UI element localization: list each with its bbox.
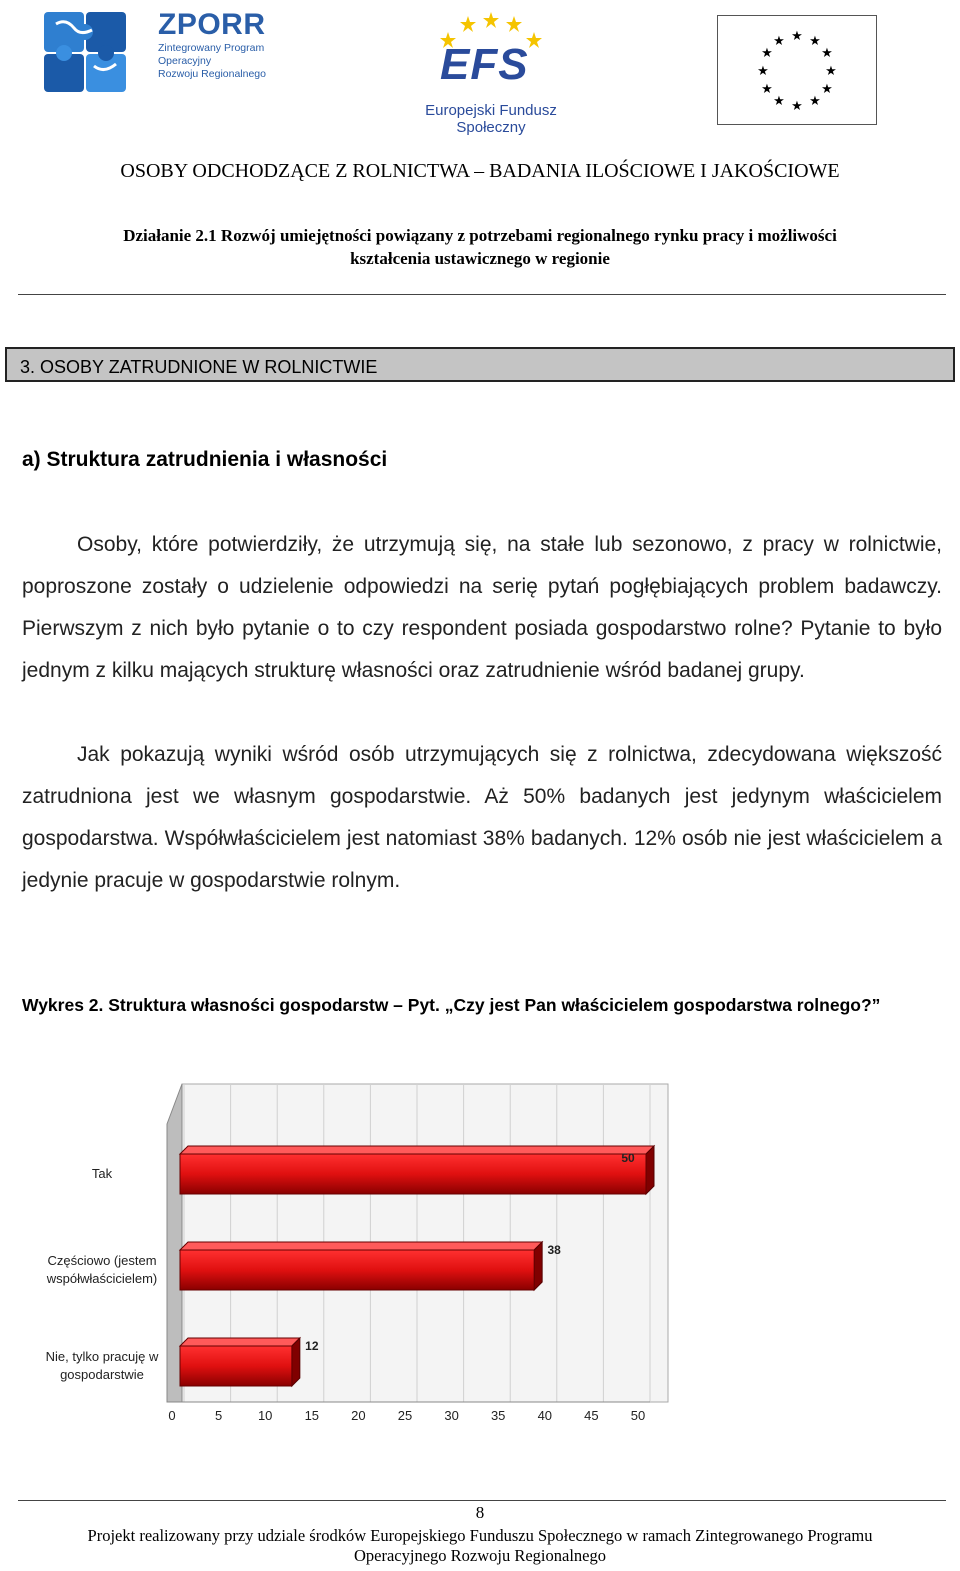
- category-label: Tak: [91, 1166, 113, 1181]
- zporr-sub-1: Zintegrowany Program: [158, 42, 265, 54]
- section-title: 3. OSOBY ZATRUDNIONE W ROLNICTWIE: [20, 357, 378, 377]
- bar-side: [646, 1146, 654, 1194]
- page-number: 8: [475, 1503, 485, 1522]
- ownership-bar-chart: [0, 1070, 960, 1430]
- svg-text:★: ★: [821, 82, 833, 97]
- x-tick-label: 5: [214, 1408, 223, 1423]
- zporr-name: ZPORR: [158, 8, 266, 41]
- svg-text:★: ★: [825, 64, 837, 79]
- efs-sub: Europejski Fundusz Społeczny: [425, 102, 557, 136]
- bar-top: [180, 1338, 300, 1346]
- figure-caption: Wykres 2. Struktura własności gospodarstw – Pyt. „Czy jest Pan właścicielem gospodarstwa rolnego?”: [22, 995, 881, 1015]
- paragraph-2: Jak pokazują wyniki wśród osób utrzymujących się z rolnictwa, zdecydowana większość zatrudniona jest we własnym gospodarstwie. Aż 50% badanych jest jedynym właścicielem gospodarstwa. Współwłaścicielem jest natomiast 38% badanych. 12% osób nie jest właścicielem a jedynie pracuje w gospodarstwie rolnym.: [22, 743, 942, 892]
- bar-top: [180, 1146, 654, 1154]
- subtitle-line-1: Działanie 2.1 Rozwój umiejętności powiązany z potrzebami regionalnego rynku pracy i możliwości: [123, 226, 837, 245]
- svg-text:★: ★: [791, 99, 803, 114]
- x-tick-label: 15: [304, 1408, 320, 1423]
- eu-stars-icon: [718, 16, 876, 124]
- bar-side: [534, 1242, 542, 1290]
- x-tick-label: 10: [257, 1408, 273, 1423]
- svg-text:★: ★: [761, 82, 773, 97]
- x-tick-label: 0: [168, 1408, 176, 1423]
- x-tick-label: 45: [584, 1408, 599, 1423]
- document-title: OSOBY ODCHODZĄCE Z ROLNICTWA – BADANIA ILOŚCIOWE I JAKOŚCIOWE: [120, 160, 840, 182]
- efs-logo: [396, 10, 586, 136]
- header-divider: [18, 294, 946, 295]
- zporr-sub-2: Operacyjny: [158, 55, 212, 67]
- x-tick-label: 50: [630, 1408, 646, 1423]
- x-tick-label: 35: [490, 1408, 506, 1423]
- data-label: 12: [305, 1339, 319, 1353]
- bar-top: [180, 1242, 542, 1250]
- subtitle-line-2: kształcenia ustawicznego w regionie: [350, 249, 610, 268]
- category-label: Nie, tylko pracuję w: [45, 1349, 159, 1364]
- category-label: współwłaścicielem): [46, 1271, 158, 1286]
- data-label: 38: [547, 1243, 561, 1257]
- zporr-sub-3: Rozwoju Regionalnego: [158, 68, 266, 80]
- efs-name: EFS: [440, 40, 529, 89]
- category-label: Częściowo (jestem: [47, 1253, 157, 1268]
- x-tick-label: 40: [537, 1408, 553, 1423]
- subsection-heading: a) Struktura zatrudnienia i własności: [22, 448, 388, 471]
- footer-divider: [18, 1500, 946, 1501]
- x-tick-label: 25: [397, 1408, 413, 1423]
- document-subtitle: [40, 224, 920, 270]
- bar: [180, 1346, 292, 1386]
- bar: [180, 1250, 534, 1290]
- footer-text: [30, 1526, 930, 1566]
- footer-line-2: Operacyjnego Rozwoju Regionalnego: [353, 1546, 606, 1565]
- footer-line-1: Projekt realizowany przy udziale środków Europejskiego Funduszu Społecznego w ramach Zintegrowanego Programu: [87, 1526, 873, 1545]
- svg-text:★: ★: [809, 94, 821, 109]
- svg-text:★: ★: [791, 29, 803, 44]
- category-label: gospodarstwie: [60, 1367, 144, 1382]
- x-tick-label: 30: [444, 1408, 459, 1423]
- data-label: 50: [621, 1151, 635, 1165]
- svg-text:★: ★: [761, 46, 773, 61]
- x-tick-label: 20: [351, 1408, 366, 1423]
- puzzle-icon: [42, 4, 132, 96]
- svg-text:★: ★: [773, 34, 785, 49]
- svg-text:★: ★: [821, 46, 833, 61]
- section-heading-bar: [5, 347, 955, 382]
- svg-text:★: ★: [757, 64, 769, 79]
- svg-text:★: ★: [773, 94, 785, 109]
- bar-side: [292, 1338, 300, 1386]
- paragraph-1: Osoby, które potwierdziły, że utrzymują się, na stałe lub sezonowo, z pracy w rolnictwie, poproszone zostały o udzielenie odpowiedzi na serię pytań pogłębiających problem badawczy. Pierwszym z nich było pytanie o to czy respondent posiada gospodarstwo rolne? Pytanie to było jednym z kilku mających strukturę własności oraz zatrudnienie wśród badanej grupy.: [22, 533, 942, 682]
- svg-text:★: ★: [809, 34, 821, 49]
- bar: [180, 1154, 646, 1194]
- zporr-logo: [42, 4, 282, 100]
- eu-flag: [717, 15, 877, 125]
